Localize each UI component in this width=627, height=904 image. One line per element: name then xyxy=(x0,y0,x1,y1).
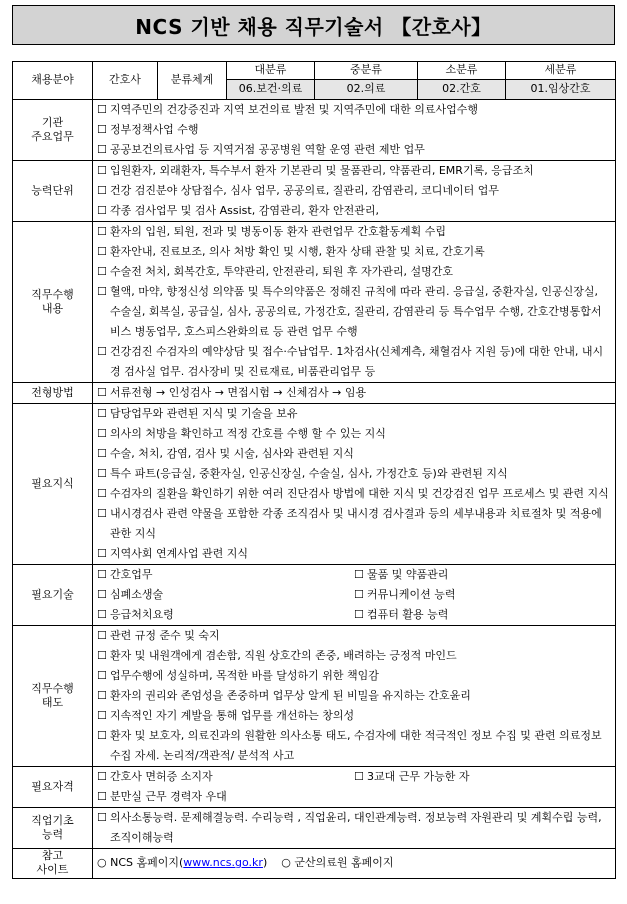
reference-row xyxy=(13,849,616,879)
checkbox-icon: ☐ xyxy=(97,811,107,824)
section-label-line: 능력 xyxy=(41,828,64,841)
checklist-item-text: 정부정책사업 수행 xyxy=(110,123,199,136)
ncs-suffix: ) xyxy=(262,856,268,870)
reference-label-line: 사이트 xyxy=(36,863,69,877)
section-row xyxy=(13,767,616,808)
checklist-item-text: 지역주민의 건강증진과 지역 보건의료 발전 및 지역주민에 대한 의료사업수행 xyxy=(110,103,479,116)
checkbox-icon: ☐ xyxy=(97,770,107,783)
checkbox-icon: ☐ xyxy=(97,790,107,803)
checklist-item-text: 지역사회 연계사업 관련 지식 xyxy=(110,547,249,560)
checklist-item xyxy=(97,120,611,140)
section-content xyxy=(93,565,616,626)
job-description-table xyxy=(12,61,616,879)
checklist-item xyxy=(97,222,611,242)
col-detail: 세분류 xyxy=(506,62,616,80)
checklist-item-text: 컴퓨터 활용 능력 xyxy=(367,608,449,621)
section-row xyxy=(13,100,616,161)
checkbox-icon: ☐ xyxy=(97,568,107,581)
checkbox-icon: ☐ xyxy=(97,204,107,217)
checklist-item-text: 수술전 처치, 회복간호, 투약관리, 안전관리, 퇴원 후 자가관리, 설명간호 xyxy=(110,265,453,278)
checklist-item-text: 공공보건의료사업 등 지역거점 공공병원 역할 운영 관련 제반 업무 xyxy=(110,143,425,156)
section-label-line: 태도 xyxy=(41,696,64,709)
checklist-item xyxy=(97,767,354,787)
checklist-item xyxy=(354,585,611,605)
section-label-line: 내용 xyxy=(41,302,64,315)
section-label-line: 주요업무 xyxy=(31,130,74,143)
val-minor: 02.간호 xyxy=(418,80,506,100)
checklist-item-text: 커뮤니케이션 능력 xyxy=(367,588,456,601)
checkbox-icon: ☐ xyxy=(97,386,107,399)
checklist-item xyxy=(97,605,354,625)
checklist-item xyxy=(97,585,354,605)
checklist-item-text: 환자안내, 진료보조, 의사 처방 확인 및 시행, 환자 상태 관찰 및 치료, 간호기록 xyxy=(110,245,485,258)
col-middle: 중분류 xyxy=(315,62,418,80)
section-content xyxy=(93,808,616,849)
section-content xyxy=(93,626,616,767)
checklist-item xyxy=(97,626,611,646)
reference-content xyxy=(93,849,616,879)
val-major: 06.보건·의료 xyxy=(227,80,315,100)
checkbox-icon: ☐ xyxy=(97,143,107,156)
section-label-line: 필요기술 xyxy=(31,587,74,601)
checklist-item xyxy=(97,404,611,424)
section-label xyxy=(13,383,93,404)
checkbox-icon: ☐ xyxy=(354,770,364,783)
checklist-item xyxy=(97,464,611,484)
checkbox-icon: ☐ xyxy=(97,427,107,440)
checklist-item xyxy=(97,444,611,464)
section-label xyxy=(13,222,93,383)
section-label-line: 전형방법 xyxy=(31,385,74,399)
section-label-line: 필요지식 xyxy=(31,476,74,490)
checklist-item xyxy=(97,787,354,807)
checkbox-icon: ☐ xyxy=(97,265,107,278)
section-row xyxy=(13,404,616,565)
section-row xyxy=(13,565,616,626)
checkbox-icon: ☐ xyxy=(97,345,107,358)
section-label-line: 직무수행 xyxy=(31,681,74,695)
checkbox-icon: ☐ xyxy=(97,245,107,258)
checklist-item-text: 환자의 권리와 존엄성을 존중하며 업무상 알게 된 비밀을 유지하는 간호윤리 xyxy=(110,689,471,702)
val-detail: 01.임상간호 xyxy=(506,80,616,100)
checklist-item xyxy=(97,686,611,706)
ncs-link[interactable]: www.ncs.go.kr xyxy=(183,856,263,870)
checklist-item xyxy=(97,181,611,201)
section-content xyxy=(93,100,616,161)
section-content xyxy=(93,383,616,404)
field-value: 간호사 xyxy=(93,62,158,100)
checklist-item-text: 3교대 근무 가능한 자 xyxy=(367,770,470,783)
checklist-item-text: 의사의 처방을 확인하고 적정 간호를 수행 할 수 있는 지식 xyxy=(110,427,386,440)
section-label xyxy=(13,100,93,161)
checklist-item-text: 지속적인 자기 계발을 통해 업무를 개선하는 창의성 xyxy=(110,709,355,722)
ncs-site xyxy=(97,856,267,870)
checkbox-icon: ☐ xyxy=(97,487,107,500)
val-middle: 02.의료 xyxy=(315,80,418,100)
checklist-item-text: 물품 및 약품관리 xyxy=(367,568,449,581)
section-row xyxy=(13,383,616,404)
checkbox-icon: ☐ xyxy=(97,709,107,722)
checklist-item xyxy=(97,262,611,282)
checklist-item xyxy=(97,201,611,221)
checkbox-icon: ☐ xyxy=(97,123,107,136)
checklist-item xyxy=(97,484,611,504)
checklist-item-text: 담당업무와 관련된 지식 및 기술을 보유 xyxy=(110,407,298,420)
checkbox-icon: ☐ xyxy=(97,649,107,662)
checkbox-icon: ☐ xyxy=(97,669,107,682)
checklist-item-text: 혈액, 마약, 향정신성 의약품 및 특수의약품은 정해진 규칙에 따라 관리. 응급실, 중환자실, 인공신장실, 수술실, 회복실, 공급실, 심사, 공공의료, 가정간호, 질관리, 감염관리 등 특수업무 수행, 간호간병통합서비스 병동업무, 호스피스완화의료 등 관련 업무 수행 xyxy=(110,285,602,338)
checklist-item-text: 응급처치요령 xyxy=(110,608,174,621)
section-label xyxy=(13,161,93,222)
checkbox-icon: ☐ xyxy=(97,467,107,480)
section-content xyxy=(93,222,616,383)
checklist-item-text: 특수 파트(응급실, 중환자실, 인공신장실, 수술실, 심사, 가정간호 등)와 관련된 지식 xyxy=(110,467,508,480)
circle-icon: ○ xyxy=(97,856,107,870)
checkbox-icon: ☐ xyxy=(354,588,364,601)
checkbox-icon: ☐ xyxy=(97,225,107,238)
checklist-item xyxy=(97,242,611,262)
checklist-item xyxy=(354,787,611,807)
checkbox-icon: ☐ xyxy=(354,568,364,581)
checkbox-icon: ☐ xyxy=(97,184,107,197)
section-content xyxy=(93,404,616,565)
section-label xyxy=(13,626,93,767)
checkbox-icon: ☐ xyxy=(97,608,107,621)
checklist-item-text: 분만실 근무 경력자 우대 xyxy=(110,790,227,803)
col-minor: 소분류 xyxy=(418,62,506,80)
checklist-item xyxy=(97,706,611,726)
checklist-item xyxy=(97,646,611,666)
ncs-prefix: NCS 홈페이지( xyxy=(110,856,184,870)
checkbox-icon: ☐ xyxy=(354,608,364,621)
checklist-item-text: 입원환자, 외래환자, 특수부서 환자 기본관리 및 물품관리, 약품관리, EMR기록, 응급조치 xyxy=(110,164,534,177)
section-label xyxy=(13,565,93,626)
checklist-item xyxy=(97,100,611,120)
checklist-item-text: 업무수행에 성실하며, 목적한 바를 달성하기 위한 책임감 xyxy=(110,669,379,682)
field-label: 채용분야 xyxy=(13,62,93,100)
col-major: 대분류 xyxy=(227,62,315,80)
checklist-item xyxy=(97,565,354,585)
checkbox-icon: ☐ xyxy=(97,507,107,520)
section-label-line: 직무수행 xyxy=(31,287,74,301)
checkbox-icon: ☐ xyxy=(97,447,107,460)
hospital-site xyxy=(281,856,393,870)
page-title: NCS 기반 채용 직무기술서 【간호사】 xyxy=(12,5,615,45)
checklist-item xyxy=(97,726,611,766)
checklist-item xyxy=(354,605,611,625)
checklist-item-text: 관련 규정 준수 및 숙지 xyxy=(110,629,220,642)
checkbox-icon: ☐ xyxy=(97,689,107,702)
checklist-item-text: 의사소통능력. 문제해결능력. 수리능력 , 직업윤리, 대인관계능력. 정보능력 자원관리 및 계획수립 능력, 조직이해능력 xyxy=(110,811,602,844)
system-label: 분류체계 xyxy=(158,62,227,100)
section-content xyxy=(93,161,616,222)
checklist-item-text: 간호사 면허증 소지자 xyxy=(110,770,213,783)
checklist-item-text: 수검자의 질환을 확인하기 위한 여러 진단검사 방법에 대한 지식 및 건강검진 업무 프로세스 및 관련 지식 xyxy=(110,487,609,500)
reference-label xyxy=(13,849,93,879)
checklist-item xyxy=(97,504,611,544)
section-row xyxy=(13,161,616,222)
checklist-item-text: 수술, 처치, 감염, 검사 및 시술, 심사와 관련된 지식 xyxy=(110,447,354,460)
circle-icon: ○ xyxy=(281,856,291,870)
checklist-item xyxy=(97,342,611,382)
section-row xyxy=(13,626,616,767)
section-label-line: 직업기초 xyxy=(31,813,74,827)
checklist-item xyxy=(97,544,611,564)
section-row xyxy=(13,808,616,849)
checklist-item xyxy=(97,383,611,403)
checklist-item-text: 각종 검사업무 및 검사 Assist, 감염관리, 환자 안전관리, xyxy=(110,204,379,217)
checkbox-icon: ☐ xyxy=(97,588,107,601)
checkbox-icon: ☐ xyxy=(97,164,107,177)
section-label xyxy=(13,767,93,808)
section-label-line: 능력단위 xyxy=(31,183,74,197)
checkbox-icon: ☐ xyxy=(97,547,107,560)
checkbox-icon: ☐ xyxy=(97,285,107,298)
checklist-item-text: 환자 및 보호자, 의료진과의 원활한 의사소통 태도, 수검자에 대한 적극적인 정보 수집 및 관련 의료정보 수집 자세. 논리적/객관적/ 분석적 사고 xyxy=(110,729,602,762)
checkbox-icon: ☐ xyxy=(97,629,107,642)
checklist-item xyxy=(97,161,611,181)
checklist-item-text: 환자 및 내원객에게 겸손함, 직원 상호간의 존중, 배려하는 긍정적 마인드 xyxy=(110,649,457,662)
checklist-item-text: 건강 검진분야 상담접수, 심사 업무, 공공의료, 질관리, 감염관리, 코디네이터 업무 xyxy=(110,184,499,197)
checkbox-icon: ☐ xyxy=(97,407,107,420)
section-content xyxy=(93,767,616,808)
checklist-item-text: 내시경검사 관련 약물을 포함한 각종 조직검사 및 내시경 검사결과 등의 세부내용과 치료절차 및 적용에 관한 지식 xyxy=(110,507,602,540)
reference-label-line: 참고 xyxy=(41,849,64,862)
checkbox-icon: ☐ xyxy=(97,103,107,116)
section-label-line: 필요자격 xyxy=(31,779,74,793)
checklist-item xyxy=(354,565,611,585)
section-label xyxy=(13,404,93,565)
checklist-item xyxy=(97,282,611,342)
checklist-item xyxy=(97,666,611,686)
section-label-line: 기관 xyxy=(41,115,64,129)
checklist-item xyxy=(97,140,611,160)
section-label xyxy=(13,808,93,849)
checklist-item xyxy=(97,424,611,444)
checklist-item xyxy=(354,767,611,787)
checkbox-icon: ☐ xyxy=(97,729,107,742)
checklist-item-text: 간호업무 xyxy=(110,568,153,581)
checklist-item-text: 건강검진 수검자의 예약상담 및 접수·수납업무. 1차검사(신체계측, 채혈검사 지원 등)에 대한 안내, 내시경 검사실 업무. 검사장비 및 진료재료, 비품관리업무 등 xyxy=(110,345,604,378)
checklist-item-text: 심폐소생술 xyxy=(110,588,164,601)
hospital-site-text: 군산의료원 홈페이지 xyxy=(294,856,394,870)
checklist-item xyxy=(97,808,611,848)
checklist-item-text: 환자의 입원, 퇴원, 전과 및 병동이동 환자 관련업무 간호활동계획 수립 xyxy=(110,225,446,238)
section-row xyxy=(13,222,616,383)
checklist-item-text: 서류전형 → 인성검사 → 면접시험 → 신체검사 → 임용 xyxy=(110,386,367,399)
